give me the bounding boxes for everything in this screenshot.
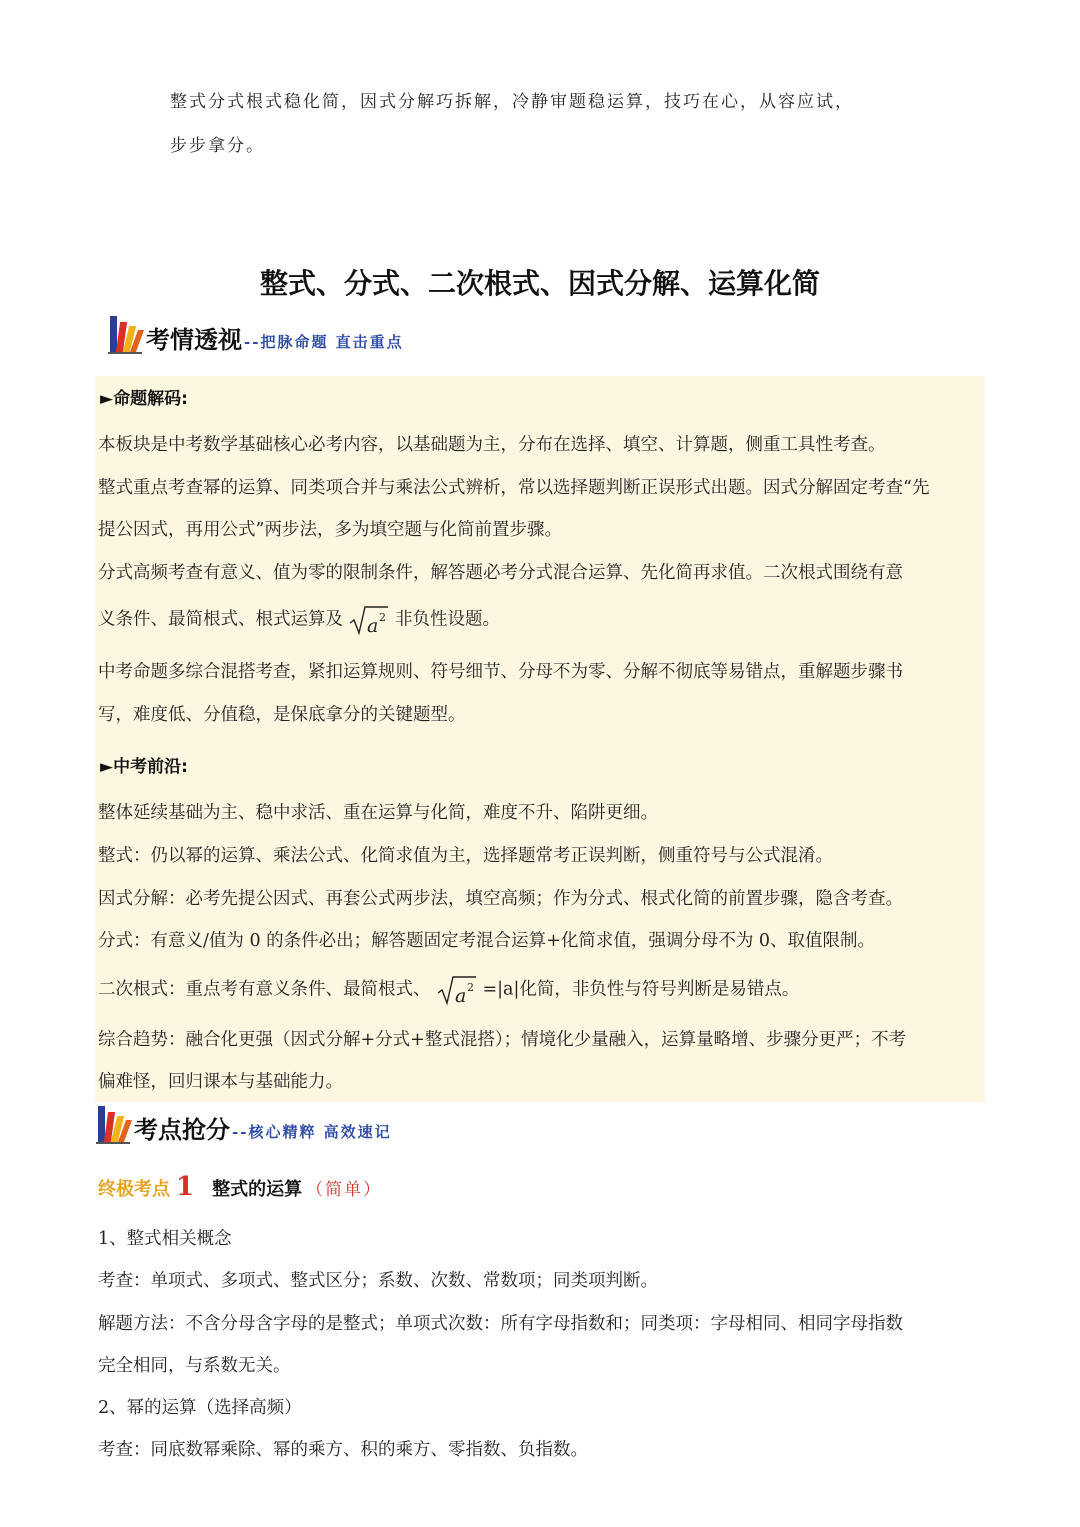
svg-text:a: a: [454, 985, 466, 1006]
section-title: 考点抢分: [134, 1116, 230, 1144]
text-line-with-formula: [98, 974, 799, 1006]
text-line: 偏难怪，回归课本与基础能力。: [98, 1072, 343, 1092]
text-line: 分式：有意义/值为 0 的条件必出；解答题固定考混合运算+化简求值，强调分母不为 0、取值限制。: [98, 931, 876, 951]
text-line: 写，难度低、分值稳，是保底拿分的关键题型。: [98, 705, 466, 725]
key-point-tag: 终极考点: [98, 1179, 170, 1200]
intro-line: 步步拿分。: [170, 136, 265, 156]
intro-line: 整式分式根式稳化简，因式分解巧拆解，冷静审题稳运算，技巧在心，从容应试，: [170, 92, 854, 112]
text-line: 分式高频考查有意义、值为零的限制条件，解答题必考分式混合运算、先化简再求值。二次根式围绕有意: [98, 563, 903, 583]
text-segment: 二次根式：重点考有意义条件、最简根式、: [98, 979, 431, 1000]
intro-text: [170, 80, 870, 168]
section-title: 考情透视: [146, 326, 242, 354]
books-icon: [96, 1104, 132, 1144]
text-line: 因式分解：必考先提公因式、再套公式两步法，填空高频；作为分式、根式化简的前置步骤，隐含考查。: [98, 889, 903, 909]
sqrt-a-squared-formula: [349, 604, 389, 636]
difficulty-label: （简单）: [306, 1180, 383, 1200]
svg-text:a: a: [367, 615, 379, 636]
key-point-number: 1: [176, 1172, 195, 1202]
section-subtitle: --把脉命题 直击重点: [244, 333, 404, 351]
text-line: 解题方法：不含分母含字母的是整式；单项式次数：所有字母指数和；同类项：字母相同、相同字母指数: [98, 1314, 903, 1334]
text-line: 考查：单项式、多项式、整式区分；系数、次数、常数项；同类项判断。: [98, 1271, 658, 1291]
section-subtitle: --核心精粹 高效速记: [232, 1123, 392, 1141]
text-segment: =|a|化简，非负性与符号判断是易错点。: [482, 979, 800, 1000]
text-line: 中考命题多综合混搭考查，紧扣运算规则、符号细节、分母不为零、分解不彻底等易错点，重解题步骤书: [98, 662, 903, 682]
sqrt-a-squared-formula: [437, 974, 477, 1006]
sub-heading-proposition: ►命题解码:: [100, 389, 188, 409]
text-line: 综合趋势：融合化更强（因式分解+分式+整式混搭）；情境化少量融入，运算量略增、步骤分更严；不考: [98, 1030, 907, 1050]
text-line-with-formula: [98, 604, 500, 636]
text-line: 考查：同底数幂乘除、幂的乘方、积的乘方、零指数、负指数。: [98, 1440, 588, 1460]
svg-text:2: 2: [379, 611, 386, 624]
key-point-title: 整式的运算: [212, 1179, 303, 1200]
text-line: 提公因式，再用公式”两步法，多为填空题与化简前置步骤。: [98, 520, 562, 540]
sub-heading-frontier: ►中考前沿:: [100, 757, 188, 777]
books-icon: [108, 314, 144, 354]
key-point-heading: [98, 1172, 382, 1204]
text-segment: 义条件、最简根式、根式运算及: [98, 609, 343, 630]
section-header-exam-analysis: [108, 314, 404, 354]
text-line: 整式：仍以幂的运算、乘法公式、化简求值为主，选择题常考正误判断，侧重符号与公式混淆。: [98, 846, 833, 866]
text-segment: 非负性设题。: [395, 609, 500, 630]
page-title: 整式、分式、二次根式、因式分解、运算化简: [259, 267, 820, 300]
svg-text:2: 2: [466, 981, 474, 994]
section-header-key-points: [96, 1104, 392, 1144]
text-line: 整式重点考查幂的运算、同类项合并与乘法公式辨析，常以选择题判断正误形式出题。因式分解固定考查“先: [98, 478, 930, 498]
text-line: 整体延续基础为主、稳中求活、重在运算与化简，难度不升、陷阱更细。: [98, 803, 658, 823]
text-line: 2、幂的运算（选择高频）: [98, 1398, 302, 1418]
text-line: 完全相同，与系数无关。: [98, 1356, 291, 1376]
text-line: 1、整式相关概念: [98, 1229, 232, 1249]
text-line: 本板块是中考数学基础核心必考内容，以基础题为主，分布在选择、填空、计算题，侧重工具性考查。: [98, 435, 886, 455]
